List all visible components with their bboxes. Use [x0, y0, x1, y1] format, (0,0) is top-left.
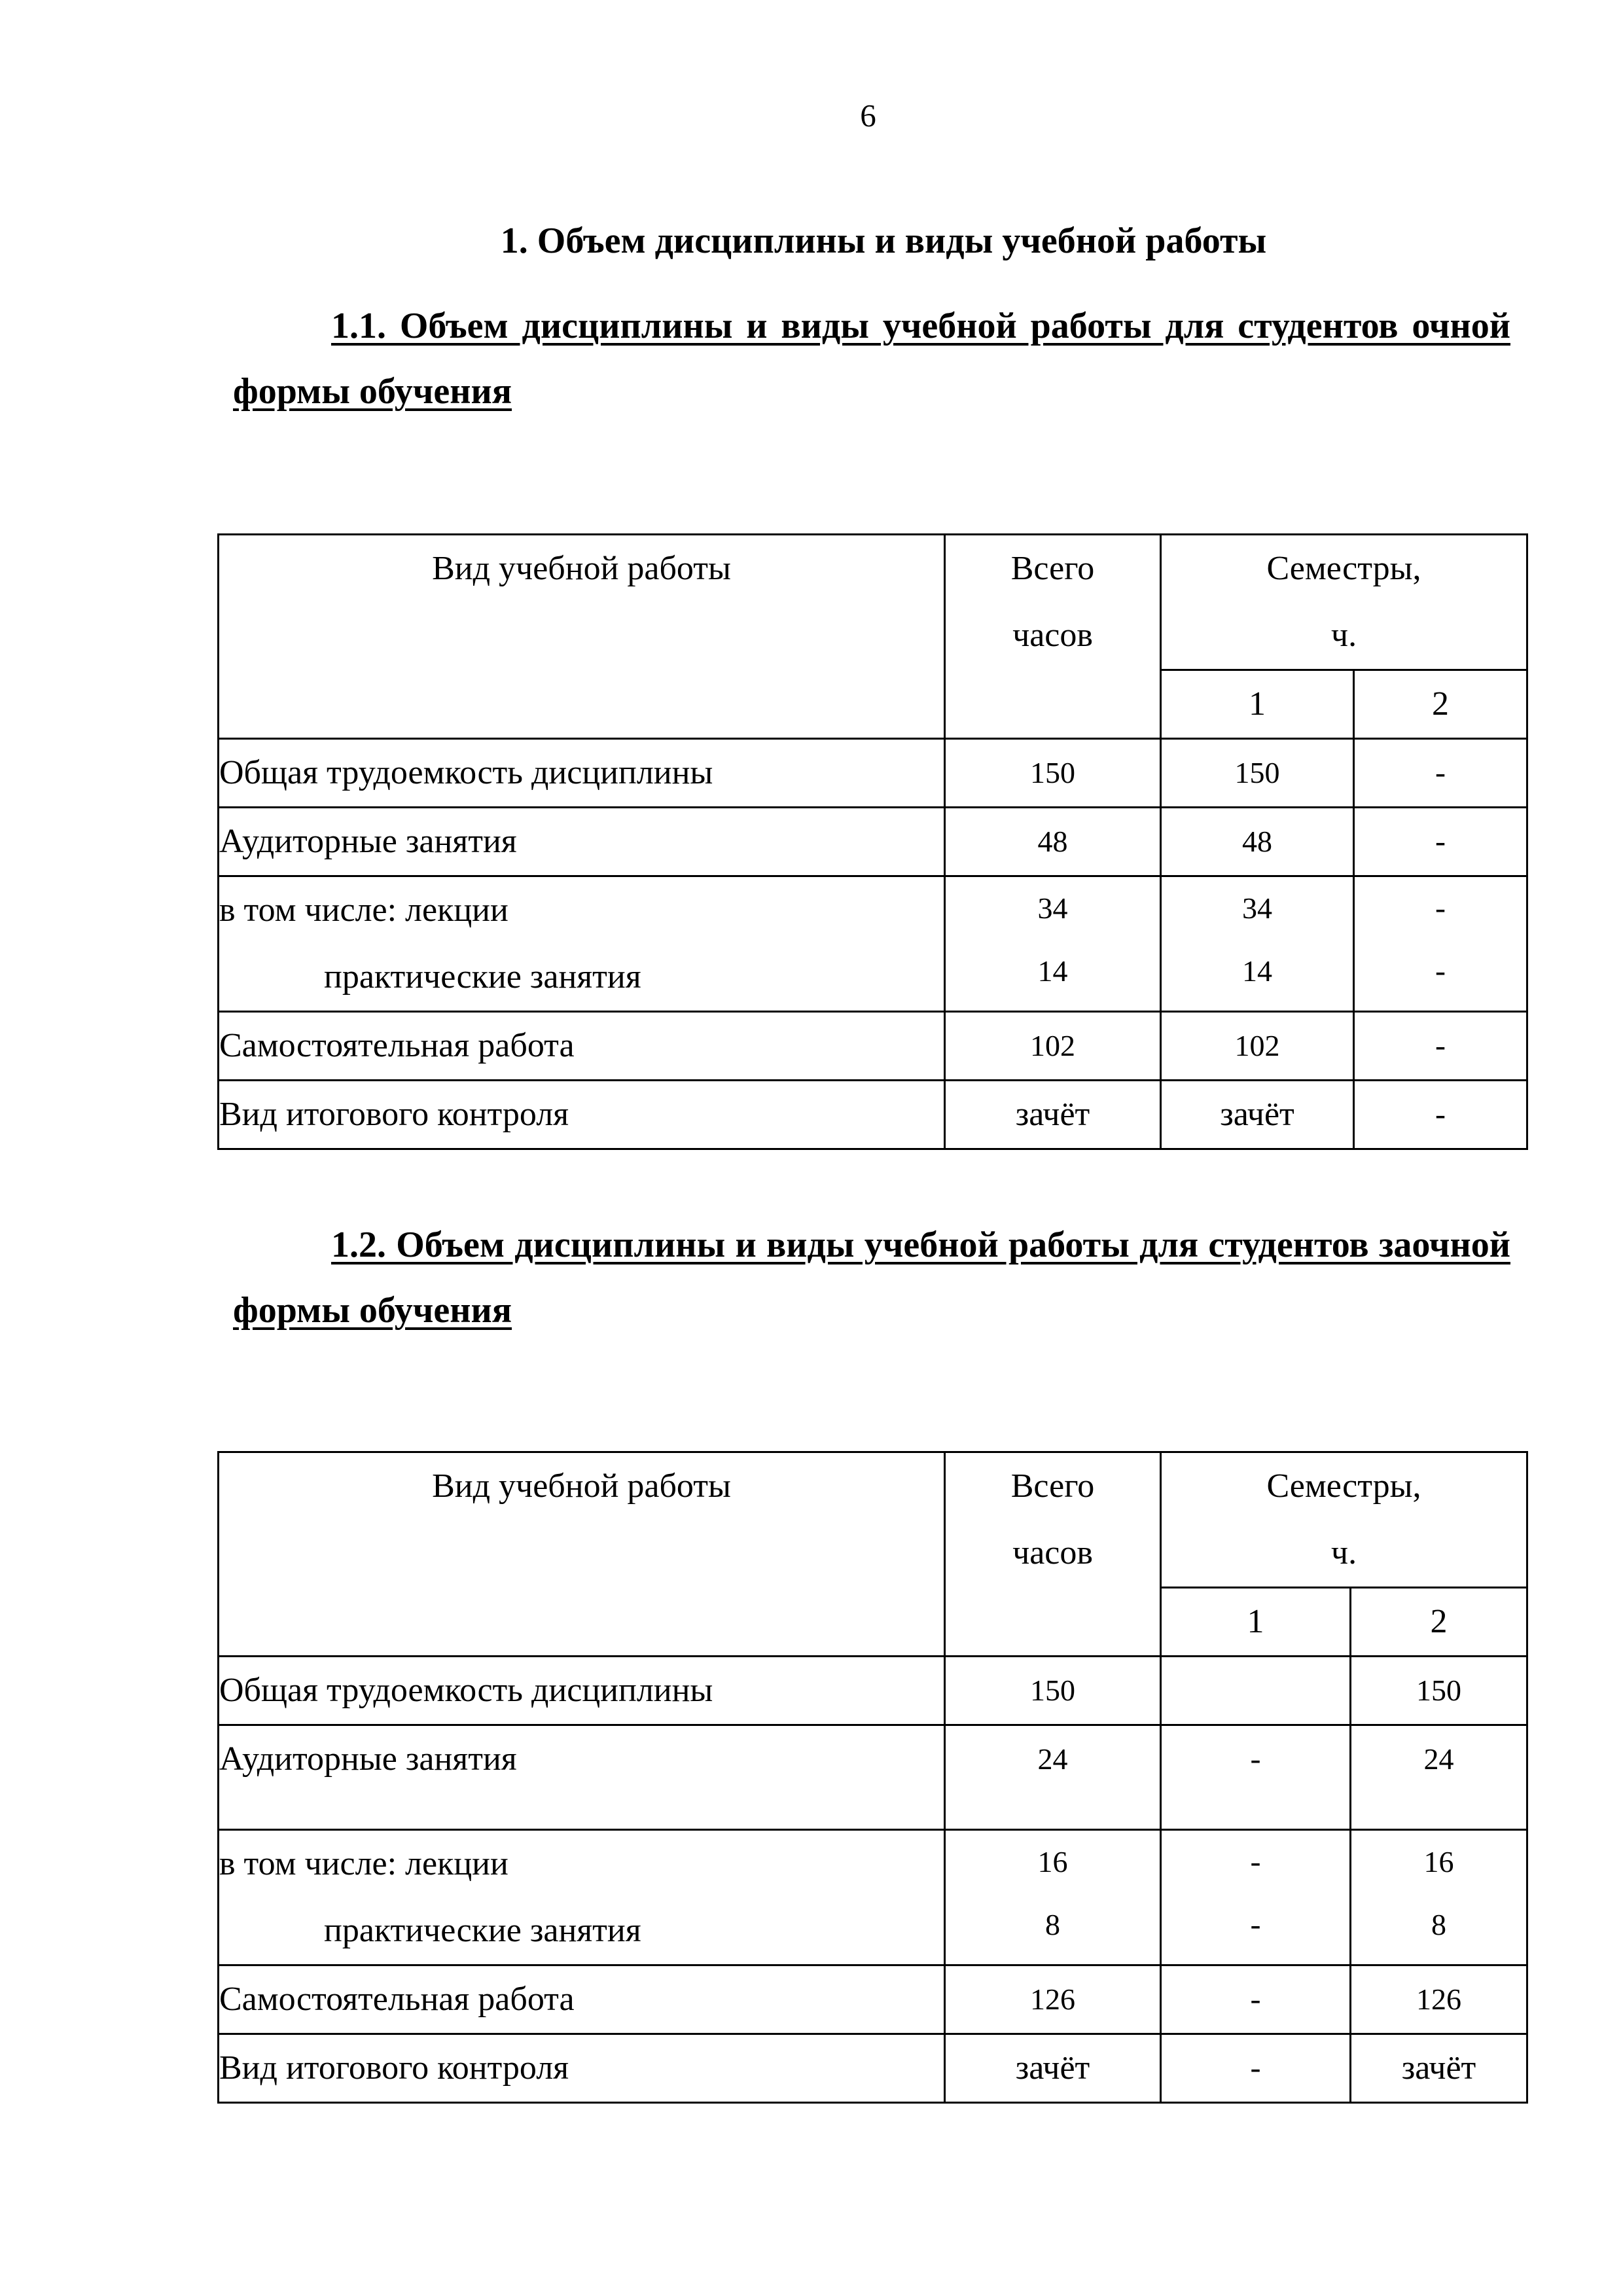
section-title: 1. Объем дисциплины и виды учебной работы	[500, 221, 1267, 261]
table-row	[219, 739, 1527, 808]
cell-total-lectures: 16	[1037, 1845, 1068, 1878]
cell-sem1: зачёт	[1161, 1081, 1354, 1149]
subsection-1-title: 1.1. Объем дисциплины и виды учебной работы для студентов очной формы обучения	[233, 306, 1510, 412]
cell-total: 102	[945, 1012, 1161, 1081]
header-work-type: Вид учебной работы	[219, 535, 945, 739]
cell-total-practicals: 8	[1045, 1908, 1060, 1941]
header-work-type: Вид учебной работы	[219, 1452, 945, 1657]
row-label-lectures: в том числе: лекции	[219, 891, 508, 929]
cell-sem2: 150	[1351, 1657, 1527, 1725]
workload-table-part-time	[217, 1451, 1528, 2104]
cell-sem1-lectures: 34	[1242, 891, 1272, 925]
cell-total: 150	[945, 739, 1161, 808]
table-row	[219, 1965, 1527, 2034]
header-total-line2: часов	[1012, 1534, 1093, 1571]
cell-sem2-group	[1351, 1830, 1527, 1965]
header-semesters-line1: Семестры,	[1266, 550, 1421, 587]
row-label: Самостоятельная работа	[219, 1965, 945, 2034]
header-semester-2: 2	[1354, 670, 1527, 739]
cell-sem1-lectures: -	[1250, 1844, 1261, 1879]
table-row	[219, 2034, 1527, 2103]
cell-total: 126	[945, 1965, 1161, 2034]
row-label: Вид итогового контроля	[219, 2034, 945, 2103]
header-total-line1: Всего	[1010, 1467, 1095, 1505]
cell-sem1: 102	[1161, 1012, 1354, 1081]
cell-total-practicals: 14	[1037, 954, 1068, 988]
workload-table-full-time	[217, 533, 1528, 1150]
cell-sem2: 126	[1351, 1965, 1527, 2034]
cell-sem2-practicals: -	[1435, 954, 1446, 988]
header-semesters-line1: Семестры,	[1266, 1467, 1421, 1505]
subsection-2-title: 1.2. Объем дисциплины и виды учебной работы для студентов заочной формы обучения	[233, 1225, 1510, 1331]
header-total-hours	[945, 1452, 1161, 1657]
row-label-lectures: в том числе: лекции	[219, 1845, 508, 1882]
row-label: Общая трудоемкость дисциплины	[219, 1657, 945, 1725]
cell-sem1: 48	[1161, 808, 1354, 876]
cell-sem2-practicals: 8	[1431, 1908, 1446, 1941]
cell-sem1: -	[1161, 1965, 1351, 2034]
table-row	[219, 1081, 1527, 1149]
cell-total: 150	[945, 1657, 1161, 1725]
row-label: Аудиторные занятия	[219, 1725, 945, 1830]
cell-total: зачёт	[945, 1081, 1161, 1149]
row-label: Аудиторные занятия	[219, 808, 945, 876]
table-row	[219, 1725, 1527, 1830]
row-label-practicals: практические занятия	[324, 1912, 641, 1949]
cell-total-group	[945, 1830, 1161, 1965]
table-row	[219, 808, 1527, 876]
header-semesters	[1161, 1452, 1527, 1588]
cell-sem1-group	[1161, 876, 1354, 1012]
header-semester-1: 1	[1161, 1588, 1351, 1657]
cell-sem2: -	[1354, 1081, 1527, 1149]
cell-sem2-lectures: -	[1435, 891, 1446, 925]
cell-sem2: -	[1354, 739, 1527, 808]
header-total-line1: Всего	[1010, 550, 1095, 587]
header-semesters-line2: ч.	[1330, 617, 1357, 654]
cell-sem2: зачёт	[1351, 2034, 1527, 2103]
header-total-line2: часов	[1012, 617, 1093, 654]
table-row	[219, 1012, 1527, 1081]
header-semester-1: 1	[1161, 670, 1354, 739]
cell-sem1	[1161, 1657, 1351, 1725]
cell-sem1-practicals: -	[1250, 1907, 1261, 1942]
cell-sem2-lectures: 16	[1423, 1845, 1454, 1878]
cell-sem2: 24	[1351, 1725, 1527, 1830]
table-row	[219, 876, 1527, 1012]
cell-total: зачёт	[945, 2034, 1161, 2103]
row-label: Самостоятельная работа	[219, 1012, 945, 1081]
row-label-practicals: практические занятия	[324, 958, 641, 996]
row-label: Вид итогового контроля	[219, 1081, 945, 1149]
header-semester-2: 2	[1351, 1588, 1527, 1657]
cell-total: 48	[945, 808, 1161, 876]
header-semesters-line2: ч.	[1330, 1534, 1357, 1571]
table-row	[219, 1830, 1527, 1965]
page-number: 6	[860, 98, 876, 134]
cell-sem1: 150	[1161, 739, 1354, 808]
cell-sem1: -	[1161, 2034, 1351, 2103]
cell-sem1-group	[1161, 1830, 1351, 1965]
header-total-hours	[945, 535, 1161, 739]
row-label-group	[219, 876, 945, 1012]
row-label: Общая трудоемкость дисциплины	[219, 739, 945, 808]
row-label-group	[219, 1830, 945, 1965]
cell-sem2: -	[1354, 1012, 1527, 1081]
cell-sem1-practicals: 14	[1242, 954, 1272, 988]
cell-total-lectures: 34	[1037, 891, 1068, 925]
cell-sem2: -	[1354, 808, 1527, 876]
header-semesters	[1161, 535, 1527, 670]
cell-sem1: -	[1161, 1725, 1351, 1830]
cell-sem2-group	[1354, 876, 1527, 1012]
cell-total-group	[945, 876, 1161, 1012]
cell-total: 24	[945, 1725, 1161, 1830]
table-row	[219, 1657, 1527, 1725]
